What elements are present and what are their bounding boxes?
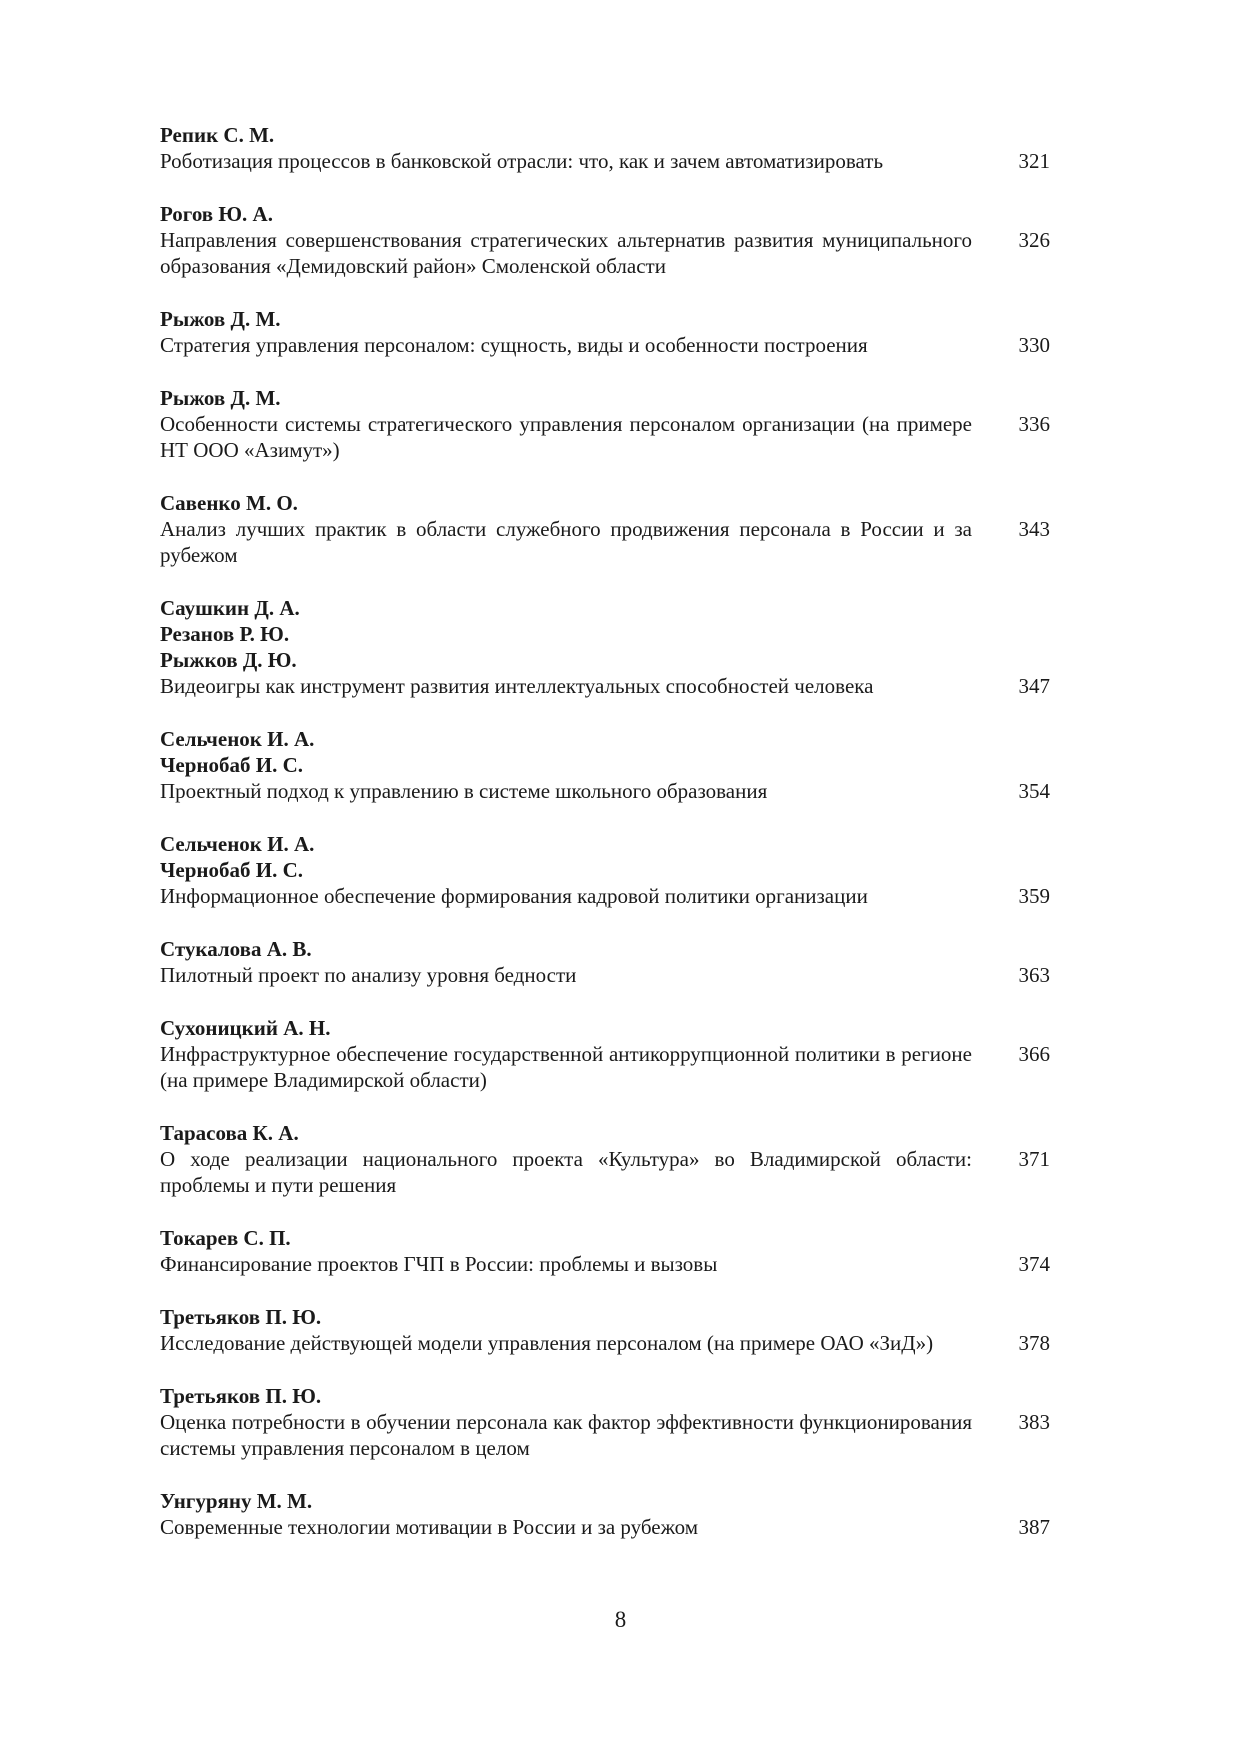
article-title: Современные технологии мотивации в России и за рубежом	[160, 1515, 698, 1539]
page-number: 363	[1018, 963, 1050, 987]
page-number: 354	[1018, 779, 1050, 803]
author-name: Сельченок И. А.	[160, 727, 315, 751]
article-title: Исследование действующей модели управления персоналом (на примере ОАО «ЗиД»)	[160, 1331, 934, 1355]
author-name: Савенко М. О.	[160, 491, 298, 515]
toc-entry	[160, 122, 1050, 174]
article-title: Пилотный проект по анализу уровня бедности	[160, 963, 577, 987]
author-name: Рогов Ю. А.	[160, 202, 273, 226]
page-number: 359	[1018, 884, 1050, 908]
toc-entry	[160, 831, 1050, 909]
article-title: Направления совершенствования стратегических альтернатив развития муниципального образования «Демидовский район» Смоленской области	[160, 228, 972, 278]
author-name: Репик С. М.	[160, 123, 275, 147]
article-title: Финансирование проектов ГЧП в России: проблемы и вызовы	[160, 1252, 718, 1276]
article-title: Роботизация процессов в банковской отрасли: что, как и зачем автоматизировать	[160, 149, 884, 173]
page-number: 374	[1018, 1252, 1050, 1276]
page-number: 347	[1018, 674, 1050, 698]
page-number: 371	[1018, 1147, 1050, 1171]
page-number: 336	[1018, 412, 1050, 436]
toc-entry	[160, 1304, 1050, 1356]
page-number: 387	[1018, 1515, 1050, 1539]
article-title: Анализ лучших практик в области служебного продвижения персонала в России и за рубежом	[160, 517, 972, 567]
author-name: Чернобаб И. С.	[160, 858, 304, 882]
article-title: Информационное обеспечение формирования кадровой политики организации	[160, 884, 868, 908]
article-title: Оценка потребности в обучении персонала как фактор эффективности функционирования системы управления персоналом в целом	[160, 1410, 972, 1460]
page-number: 330	[1018, 333, 1050, 357]
author-name: Токарев С. П.	[160, 1226, 291, 1250]
toc-entry	[160, 385, 1050, 463]
article-title: Особенности системы стратегического управления персоналом организации (на примере НТ ООО «Азимут»)	[160, 412, 972, 462]
author-name: Чернобаб И. С.	[160, 753, 304, 777]
toc-entry	[160, 1488, 1050, 1540]
toc-entry	[160, 1120, 1050, 1198]
article-title: О ходе реализации национального проекта «Культура» во Владимирской области: проблемы и пути решения	[160, 1147, 972, 1197]
page-number: 378	[1018, 1331, 1050, 1355]
footer-page-number: 8	[614, 1607, 627, 1632]
toc-entry	[160, 1383, 1050, 1461]
table-of-contents	[160, 122, 1050, 1567]
toc-entry	[160, 306, 1050, 358]
author-name: Рыжов Д. М.	[160, 386, 281, 410]
page-number: 366	[1018, 1042, 1050, 1066]
page-number: 326	[1018, 228, 1050, 252]
article-title: Видеоигры как инструмент развития интеллектуальных способностей человека	[160, 674, 874, 698]
author-name: Сельченок И. А.	[160, 832, 315, 856]
toc-entry	[160, 936, 1050, 988]
author-name: Рыжков Д. Ю.	[160, 648, 297, 672]
page-number: 383	[1018, 1410, 1050, 1434]
page-number: 321	[1018, 149, 1050, 173]
author-name: Унгуряну М. М.	[160, 1489, 313, 1513]
toc-entry	[160, 490, 1050, 568]
author-name: Третьяков П. Ю.	[160, 1305, 322, 1329]
author-name: Резанов Р. Ю.	[160, 622, 290, 646]
toc-entry	[160, 726, 1050, 804]
page-number: 343	[1018, 517, 1050, 541]
toc-entry	[160, 595, 1050, 699]
author-name: Тарасова К. А.	[160, 1121, 299, 1145]
toc-entry	[160, 1015, 1050, 1093]
author-name: Сухоницкий А. Н.	[160, 1016, 331, 1040]
article-title: Инфраструктурное обеспечение государственной антикоррупционной политики в регионе (на примере Владимирской области)	[160, 1042, 972, 1092]
toc-entry	[160, 1225, 1050, 1277]
article-title: Стратегия управления персоналом: сущность, виды и особенности построения	[160, 333, 868, 357]
author-name: Третьяков П. Ю.	[160, 1384, 322, 1408]
author-name: Рыжов Д. М.	[160, 307, 281, 331]
author-name: Стукалова А. В.	[160, 937, 312, 961]
article-title: Проектный подход к управлению в системе школьного образования	[160, 779, 768, 803]
toc-entry	[160, 201, 1050, 279]
author-name: Саушкин Д. А.	[160, 596, 300, 620]
